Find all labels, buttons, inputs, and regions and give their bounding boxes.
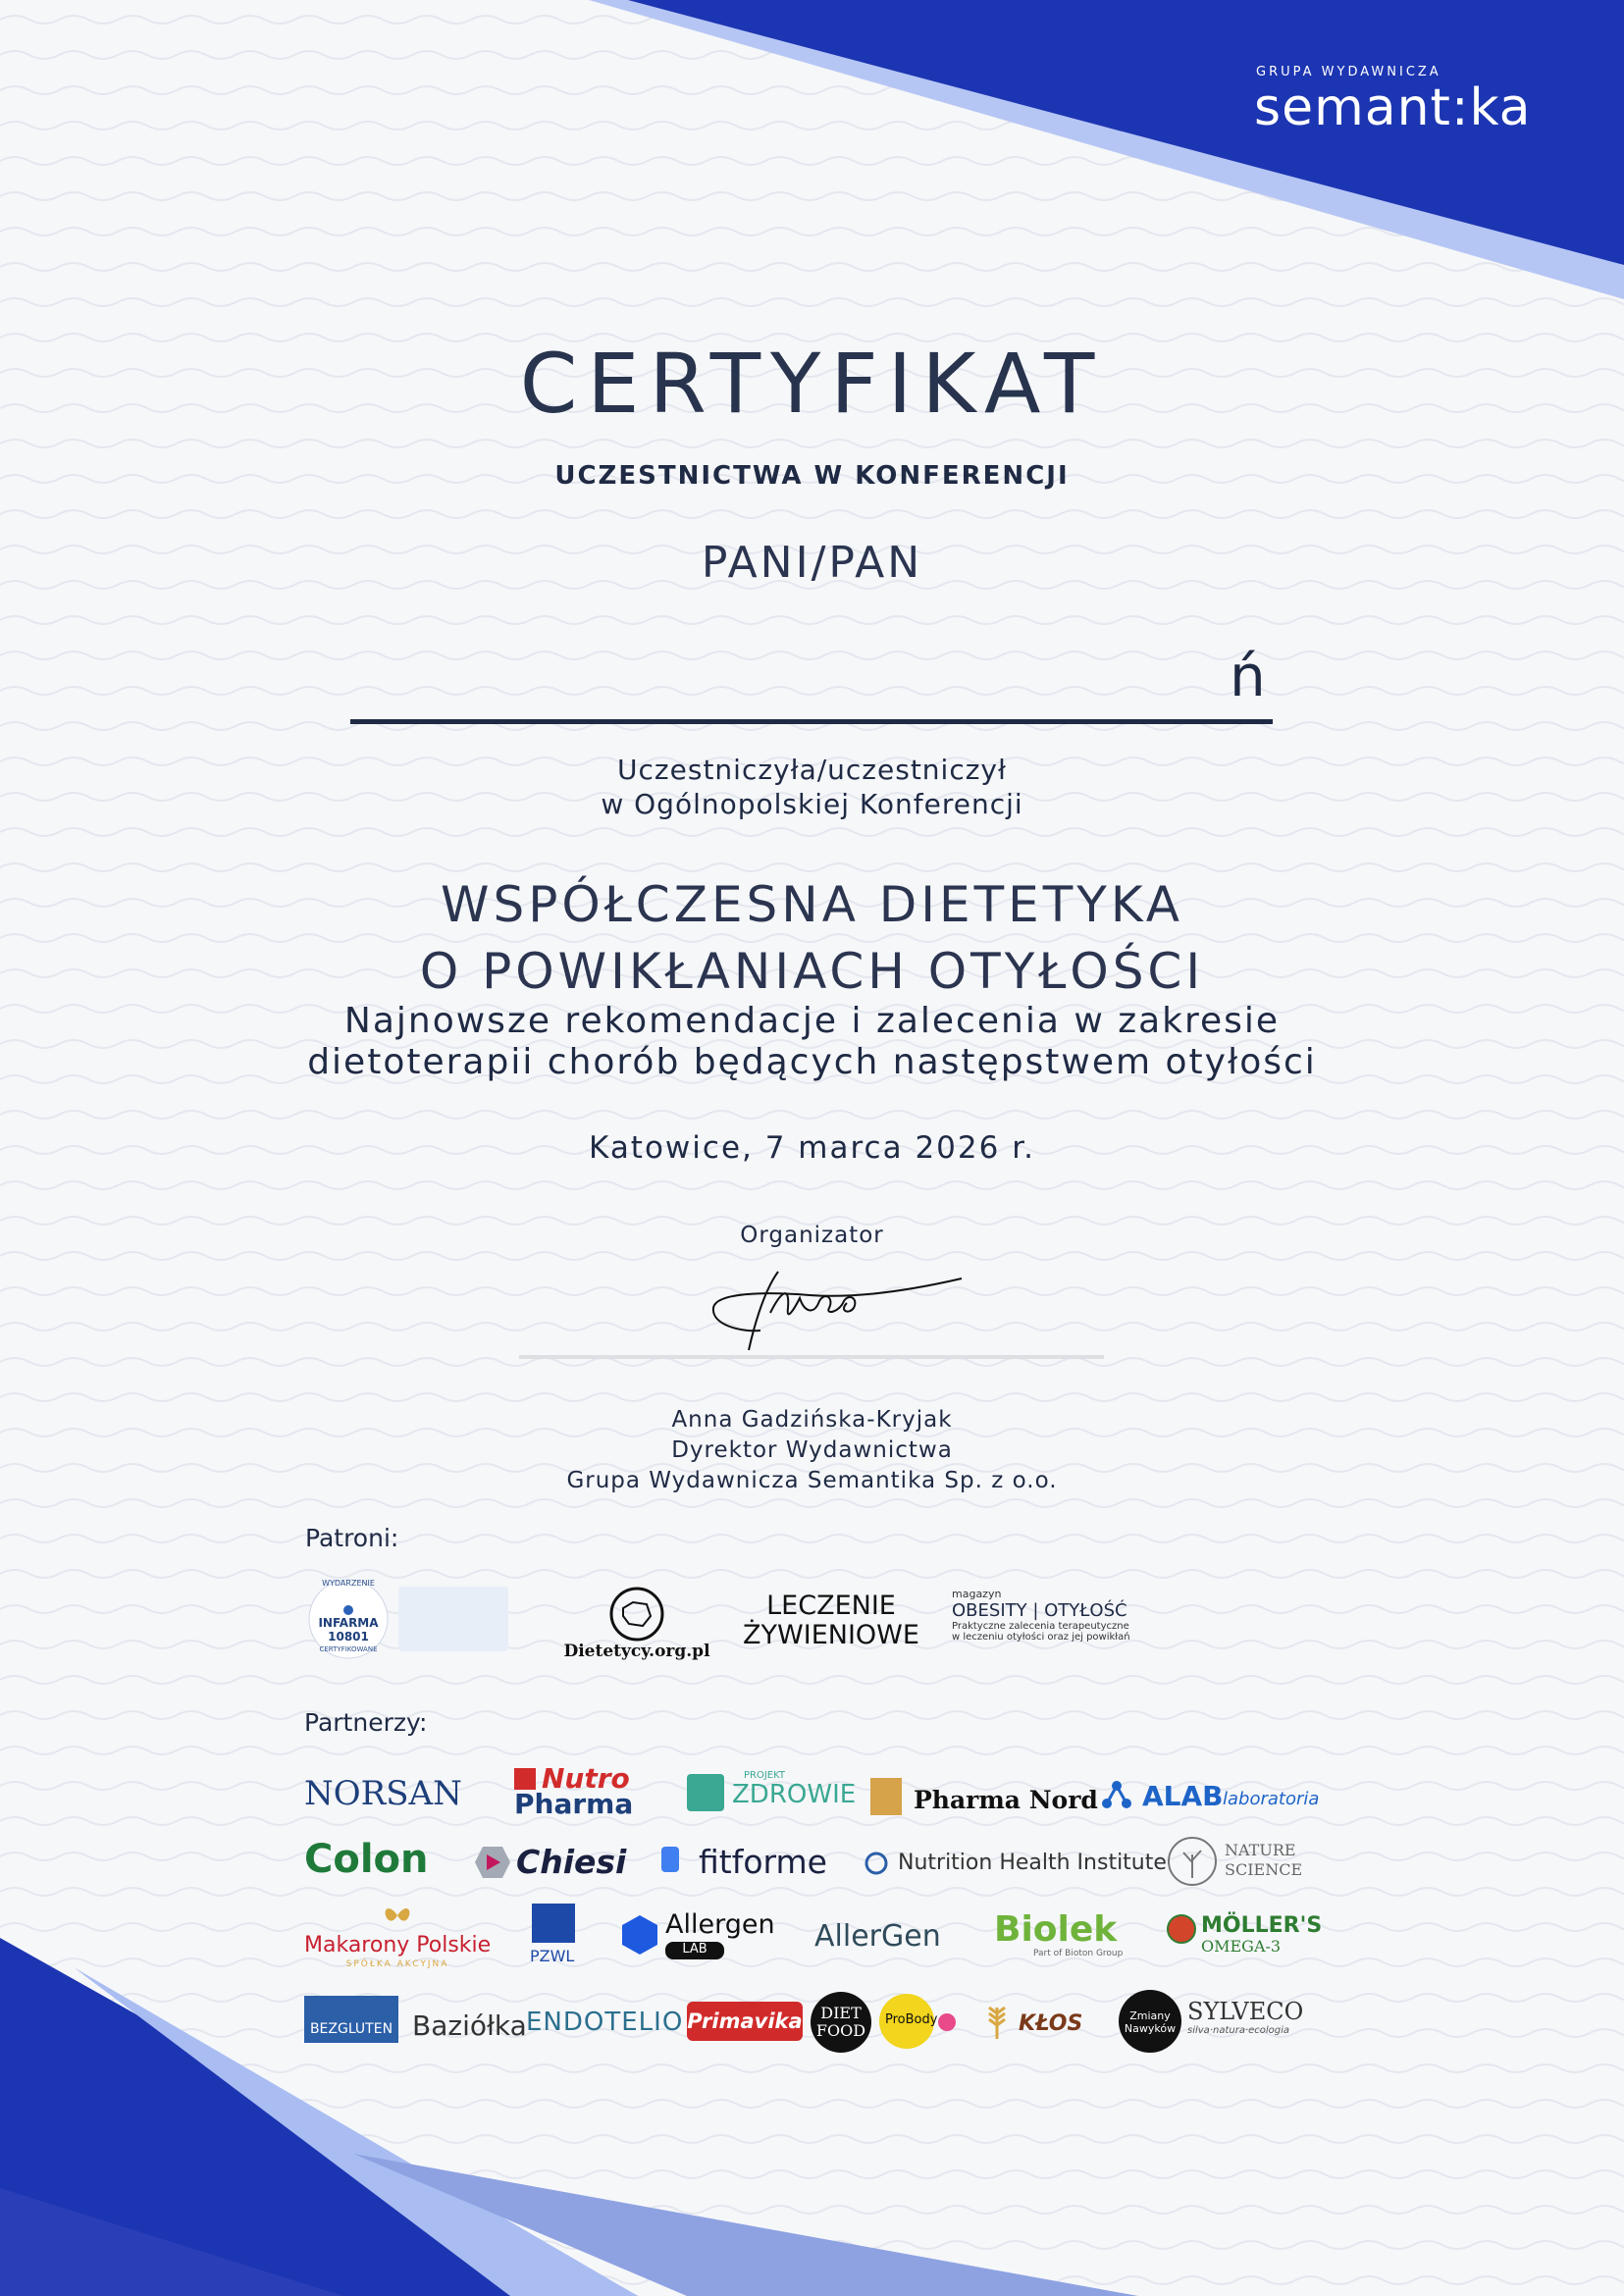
nhi-text: Nutrition Health Institute [898,1851,1167,1875]
probody-text: ProBody [885,2012,938,2027]
participation-line-1: Uczestniczyła/uczestniczył [617,754,1007,786]
participation-statement [0,753,1624,821]
pharma-nord-logo [870,1774,1098,1819]
organizer-label: Organizator [740,1223,884,1248]
infarma-bottom: CERTYFIKOWANE [319,1645,378,1653]
dietetycy-logo [563,1585,710,1663]
alab-logo [1099,1774,1320,1819]
chiesi-text: Chiesi [516,1843,627,1881]
infarma-brand: INFARMA [318,1616,379,1630]
nhi-icon [864,1851,889,1876]
signature [702,1254,967,1352]
nutropharma-icon [514,1768,536,1790]
mollers-logo [1166,1911,1323,1960]
conference-title-line-2: O POWIKŁANIACH OTYŁOŚCI [419,943,1205,1000]
chiesi-icon [473,1843,512,1882]
sylveco-small: silva·natura·ecologia [1187,2025,1290,2036]
pzwl-text: PZWL [530,1947,575,1965]
certificate-subtitle: UCZESTNICTWA W KONFERENCJI [554,461,1070,491]
nutropharma-line-1: Nutro [542,1762,630,1795]
chiesi-logo [473,1841,630,1886]
klos-logo [979,2000,1097,2045]
zdrowie-leaf-icon [687,1774,724,1811]
leczenie-zywieniowe-logo [738,1592,924,1650]
signer-role: Dyrektor Wydawnictwa [671,1437,953,1463]
probody-dot-icon [938,2013,956,2031]
infarma-top: WYDARZENIE [322,1579,375,1588]
norsan-logo: NORSAN [304,1774,462,1813]
tree-icon [1166,1835,1219,1888]
klos-text: KŁOS [1019,2011,1083,2036]
partners-label: Partnerzy: [304,1708,428,1737]
projekt-zdrowie-logo [687,1770,857,1819]
allergen-lab-icon [618,1913,661,1957]
diet-food-logo [811,1992,871,2053]
makarony-name: Makarony Polskie [304,1933,492,1957]
primavika-logo [687,2002,803,2041]
zdrowie-big: ZDROWIE [732,1780,857,1809]
signer-name: Anna Gadzińska-Kryjak [671,1407,953,1433]
conference-title [0,871,1624,1005]
infarma-logo [306,1577,512,1665]
allergen-lab-logo [618,1909,785,1960]
conference-subtitle-line-2: dietoterapii chorób będących następstwem otyłości [307,1042,1317,1082]
nutropharma-logo [514,1764,652,1819]
obesity-line-1: Praktyczne zalecenia terapeutyczne [952,1621,1129,1632]
infarma-mini-certificate [398,1587,508,1651]
obesity-line-2: w leczeniu otyłości oraz jej powikłań [952,1632,1130,1643]
wheat-icon [979,2002,1015,2041]
obesity-magazine-logo [952,1588,1148,1643]
signer-block [0,1405,1624,1496]
signer-company: Grupa Wydawnicza Semantika Sp. z o.o. [566,1468,1058,1493]
sylveco-big: SYLVECO [1187,1998,1304,2025]
poland-map-icon [607,1585,666,1642]
mollers-big: MÖLLER'S [1201,1913,1323,1938]
allergen-lab-big: Allergen [665,1909,775,1940]
dietfood-line-2: FOOD [815,2021,866,2040]
fitforme-logo [659,1841,846,1886]
alab-icon [1099,1778,1134,1813]
conference-title-line-1: WSPÓŁCZESNA DIETETYKA [441,876,1183,933]
obesity-top: magazyn [952,1588,1002,1600]
biolek-logo [994,1911,1141,1960]
bezgluten-text: BEZGLUTEN [309,2021,393,2037]
colon-logo: Colon [304,1837,429,1882]
dietetycy-text: Dietetycy.org.pl [563,1642,710,1661]
brand-logo: semant:ka [1254,78,1532,137]
allergen-logo: AllerGen [814,1919,941,1954]
pzwl-logo [530,1904,579,1968]
nature-line-2: SCIENCE [1225,1860,1303,1879]
nature-science-logo [1166,1833,1313,1890]
conference-subtitle [0,1001,1624,1083]
mollers-icon [1166,1913,1197,1945]
zmiany-nawykow-logo [1119,1990,1181,2053]
zdrowie-small: PROJEKT [744,1770,786,1781]
biolek-small: Part of Bioton Group [1033,1949,1124,1958]
mollers-small: OMEGA-3 [1201,1937,1282,1956]
name-underline [350,719,1273,724]
allergen-lab-small: LAB [665,1942,724,1959]
primavika-text: Primavika [687,2009,803,2033]
bow-icon [380,1898,415,1933]
nutrition-health-institute-logo [864,1847,1167,1882]
zmiany-line-1: Zmiany [1129,2009,1171,2022]
participant-name: ń [1230,643,1266,709]
signature-line [519,1355,1104,1359]
obesity-title: OBESITY | OTYŁOŚĆ [952,1600,1127,1621]
leczenie-line-2: ŻYWIENIOWE [743,1620,919,1650]
salutation: PANI/PAN [701,538,923,588]
alab-small: laboratoria [1223,1789,1320,1809]
makarony-sub: SPÓŁKA AKCYJNA [345,1959,449,1969]
sylveco-logo [1187,1998,1320,2047]
pharma-nord-icon [870,1778,902,1815]
probody-logo [879,1994,962,2051]
nature-line-1: NATURE [1225,1841,1296,1859]
alab-big: ALAB [1142,1780,1224,1812]
patrons-label: Patroni: [305,1524,399,1552]
pzwl-icon [532,1904,575,1943]
conference-subtitle-line-1: Najnowsze rekomendacje i zalecenia w zakresie [343,1001,1281,1041]
fitforme-icon [661,1847,679,1872]
biolek-big: Biolek [994,1909,1118,1950]
nutropharma-line-2: Pharma [514,1788,634,1820]
bezgluten-logo [304,1996,398,2043]
place-and-date: Katowice, 7 marca 2026 r. [589,1130,1035,1166]
makarony-polskie-logo [304,1898,491,1976]
brand-tagline: GRUPA WYDAWNICZA [1256,65,1441,79]
zmiany-line-2: Nawyków [1124,2022,1177,2035]
infarma-number: 10801 [328,1630,369,1644]
leczenie-line-1: LECZENIE [766,1591,896,1621]
baziolka-logo: Baziółka [412,2009,527,2042]
fitforme-text: fitforme [699,1843,827,1881]
endotelio-logo: ENDOTELIO [526,2008,684,2037]
participation-line-2: w Ogólnopolskiej Konferencji [601,788,1023,820]
certificate-title: CERTYFIKAT [519,336,1105,432]
pharma-nord-text: Pharma Nord [914,1786,1098,1814]
dietfood-line-1: DIET [820,2004,862,2022]
